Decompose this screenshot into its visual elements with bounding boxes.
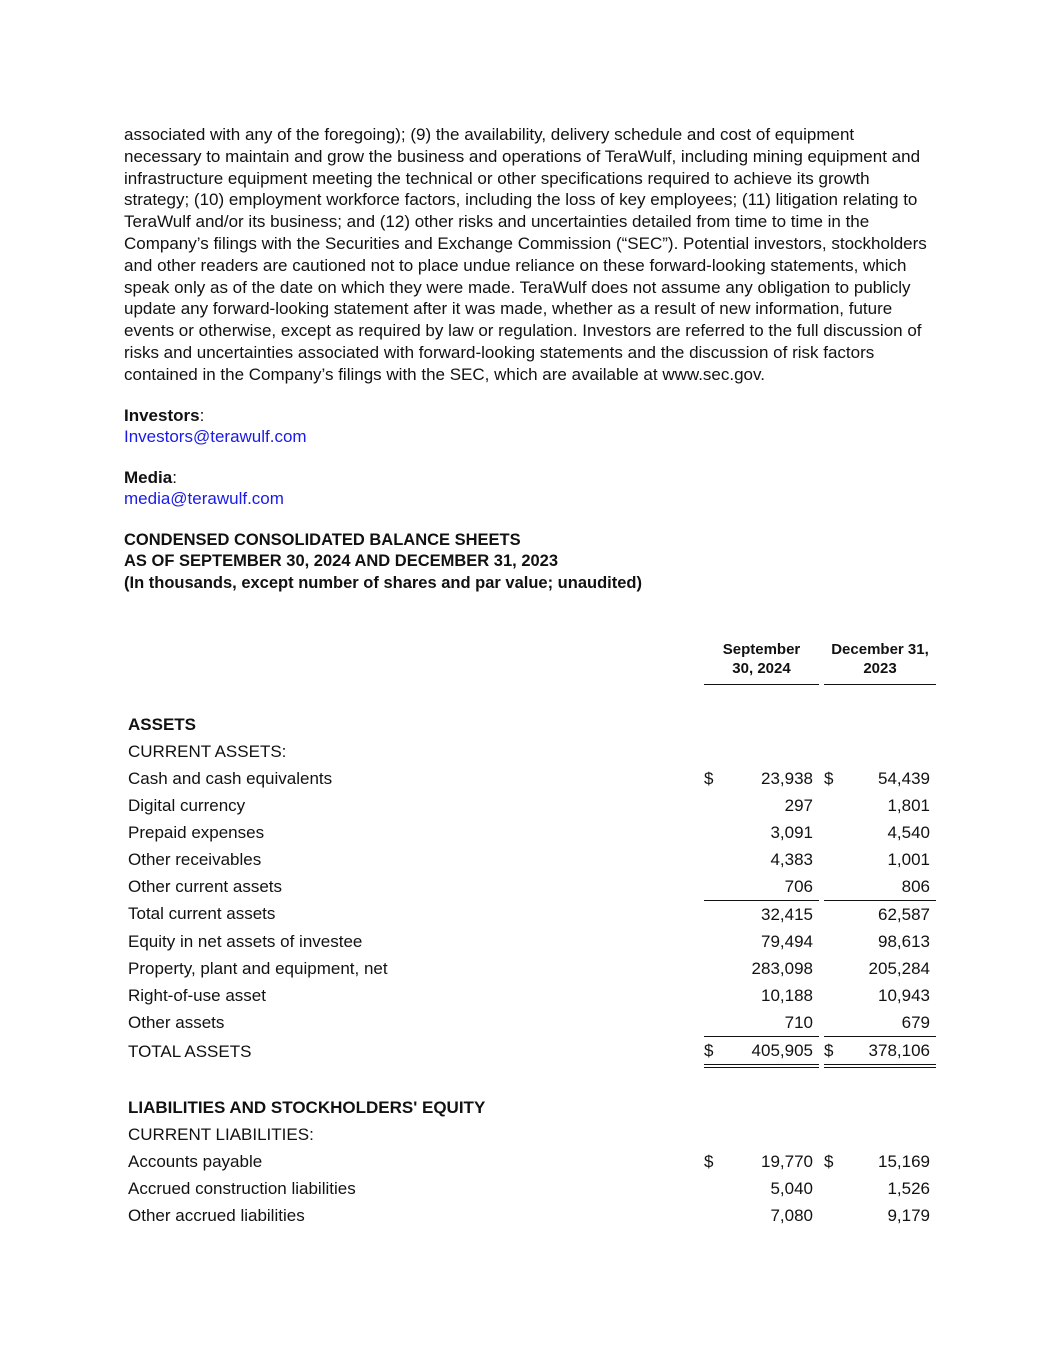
row-label: Property, plant and equipment, net (128, 958, 388, 978)
column-header-row (124, 640, 936, 685)
heading-title: CONDENSED CONSOLIDATED BALANCE SHEETS (124, 530, 521, 549)
value-2024: 7,080 (770, 1205, 813, 1225)
currency-symbol: $ (704, 768, 714, 788)
table-row (124, 900, 936, 928)
row-label: Accounts payable (128, 1151, 263, 1171)
row-label: Prepaid expenses (128, 822, 265, 842)
value-2024: 79,494 (761, 931, 813, 951)
table-row (124, 1202, 936, 1229)
value-2023: 15,169 (878, 1151, 930, 1171)
row-label: Total current assets (128, 904, 276, 923)
table-row (124, 765, 936, 792)
currency-symbol: $ (824, 768, 834, 788)
colon: : (172, 467, 177, 487)
value-2023: 4,540 (887, 822, 930, 842)
table-row (124, 1148, 936, 1175)
value-2023: 1,526 (887, 1178, 930, 1198)
value-2024: 32,415 (720, 900, 819, 928)
value-2024: 710 (784, 1012, 813, 1032)
row-label: Other current assets (128, 876, 283, 896)
table-row (124, 955, 936, 982)
value-2024: 297 (784, 795, 813, 815)
table-row (124, 819, 936, 846)
media-label: Media (124, 467, 173, 487)
value-2024: 706 (784, 876, 813, 896)
col-header-sep-2024: September 30, 2024 (704, 640, 819, 685)
document-page (124, 124, 934, 594)
value-2023: 679 (901, 1012, 930, 1032)
table-row (124, 1175, 936, 1202)
table-row (124, 982, 936, 1009)
row-label: Other accrued liabilities (128, 1205, 305, 1225)
value-2023: 1,001 (887, 849, 930, 869)
table-row (124, 1009, 936, 1036)
value-2024: 4,383 (770, 849, 813, 869)
currency-symbol: $ (704, 1036, 720, 1068)
value-2024: 405,905 (720, 1036, 819, 1068)
table-row (124, 1121, 936, 1148)
current-liabilities-heading: CURRENT LIABILITIES: (128, 1124, 314, 1144)
row-label: Equity in net assets of investee (128, 931, 363, 951)
table-row (124, 1094, 936, 1121)
value-2024: 283,098 (751, 958, 813, 978)
colon: : (199, 405, 205, 425)
value-2023: 10,943 (878, 985, 930, 1005)
media-contact (124, 467, 934, 509)
row-label: Cash and cash equivalents (128, 768, 333, 788)
row-label: Digital currency (128, 795, 246, 815)
forward-looking-paragraph: associated with any of the foregoing); (9) the availability, delivery schedule and cost of equipment necessary to maintain and grow the business and operations of TeraWulf, including mining equipment and infrastructure equipment meeting the technical or other specifications required to achieve its growth strategy; (10) employment workforce factors, including the loss of key employees; (11) litigation relating to TeraWulf and/or its business; and (12) other risks and uncertainties detailed from time to time in the Company’s filings with the Securities and Exchange Commission (“SEC”). Potential investors, stockholders and other readers are cautioned not to place undue reliance on these forward-looking statements, which speak only as of the date on which they were made. TeraWulf does not assume any obligation to publicly update any forward-looking statement after it was made, whether as a result of new information, future events or otherwise, except as required by law or regulation. Investors are referred to the full discussion of risks and uncertainties associated with forward-looking statements and the discussion of risk factors contained in the Company’s filings with the SEC, which are available at www.sec.gov. (124, 125, 927, 384)
currency-symbol: $ (824, 1151, 834, 1171)
value-2024: 3,091 (770, 822, 813, 842)
value-2023: 62,587 (840, 900, 936, 928)
value-2024: 19,770 (761, 1151, 813, 1171)
row-label: Other assets (128, 1012, 225, 1032)
table-row (124, 928, 936, 955)
col-header-dec-2023: December 31, 2023 (824, 640, 936, 685)
balance-sheet-heading (124, 530, 934, 595)
value-2023: 98,613 (878, 931, 930, 951)
media-email-link[interactable]: media@terawulf.com (124, 488, 284, 508)
investors-label: Investors (124, 405, 200, 425)
balance-sheet-table (124, 640, 936, 1229)
table-row (124, 792, 936, 819)
value-2024: 5,040 (770, 1178, 813, 1198)
heading-date: AS OF SEPTEMBER 30, 2024 AND DECEMBER 31, 2023 (124, 552, 559, 571)
current-assets-heading: CURRENT ASSETS: (128, 741, 287, 761)
assets-heading: ASSETS (128, 714, 197, 734)
value-2023: 1,801 (887, 795, 930, 815)
table-row (124, 738, 936, 765)
value-2023: 378,106 (840, 1036, 936, 1068)
value-2023: 806 (901, 876, 930, 896)
investors-email-link[interactable]: Investors@terawulf.com (124, 426, 307, 446)
table-row (124, 846, 936, 873)
currency-symbol: $ (824, 1036, 840, 1068)
currency-symbol: $ (704, 1151, 714, 1171)
value-2023: 9,179 (887, 1205, 930, 1225)
row-label: Other receivables (128, 849, 262, 869)
value-2024: 23,938 (761, 768, 813, 788)
table-row (124, 711, 936, 738)
row-label: Right-of-use asset (128, 985, 266, 1005)
table-row (124, 873, 936, 900)
value-2023: 54,439 (878, 768, 930, 788)
row-label: Accrued construction liabilities (128, 1178, 356, 1198)
value-2023: 205,284 (868, 958, 930, 978)
investors-contact (124, 405, 934, 447)
liabilities-equity-heading: LIABILITIES AND STOCKHOLDERS' EQUITY (128, 1097, 486, 1117)
row-label: TOTAL ASSETS (128, 1042, 252, 1061)
heading-units: (In thousands, except number of shares and par value; unaudited) (124, 573, 643, 592)
table-row (124, 1036, 936, 1068)
value-2024: 10,188 (761, 985, 813, 1005)
